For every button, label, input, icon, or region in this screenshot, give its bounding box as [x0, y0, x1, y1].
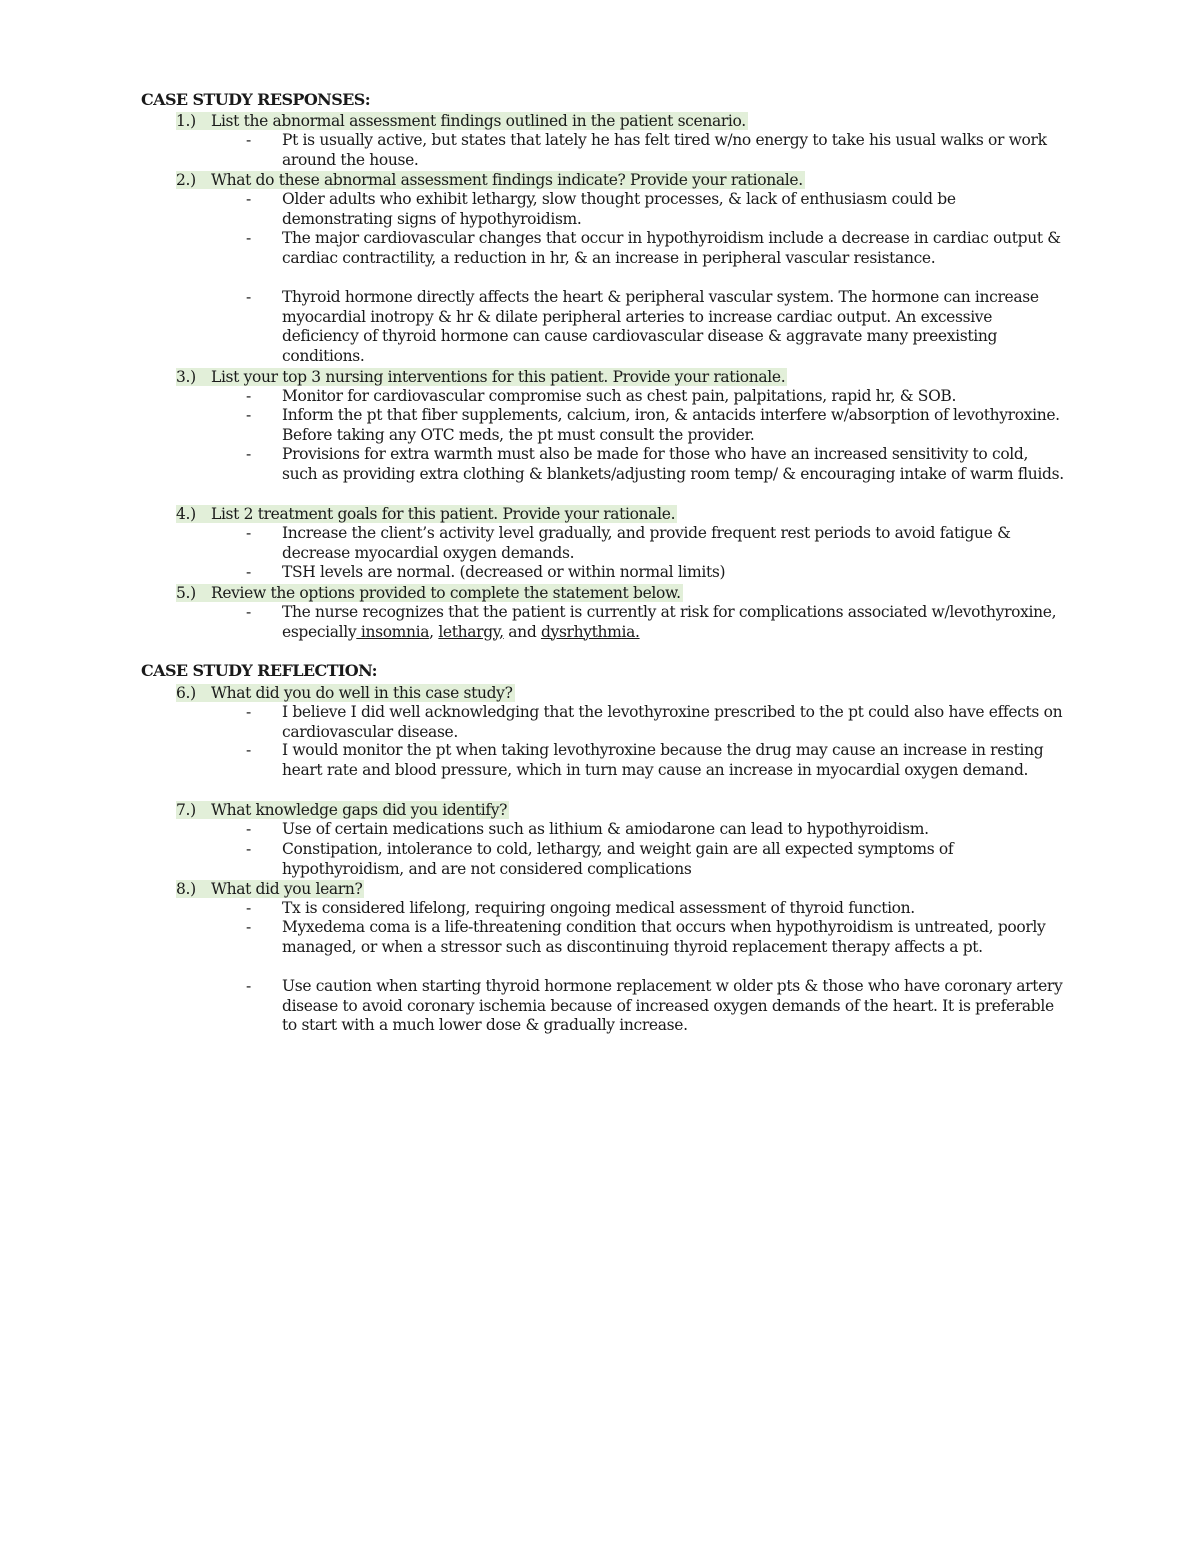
bullet-text: I believe I did well acknowledging that the levothyroxine prescribed to the pt could also have effects on cardiovascular disease.: [282, 703, 1063, 741]
dash-marker: -: [246, 524, 251, 542]
bullet-item: [246, 603, 1066, 642]
bullet-item: [246, 387, 1066, 407]
option-lethargy: lethargy,: [438, 622, 504, 641]
bullet-item: [246, 445, 1066, 484]
bullet-item: [246, 820, 1066, 840]
bullet-item: [246, 131, 1066, 170]
bullet-text: TSH levels are normal. (decreased or within normal limits): [282, 563, 726, 581]
option-dysrhythmia: dysrhythmia.: [540, 622, 640, 641]
question-number: 8.): [176, 880, 196, 898]
statement-prefix: The nurse recognizes that the patient is currently at risk for complications associated w/levothyroxine, especially: [282, 603, 1057, 641]
question-text: List 2 treatment goals for this patient. Provide your rationale.: [211, 505, 676, 523]
question-number: 1.): [176, 112, 196, 130]
question-number: 4.): [176, 505, 196, 523]
question-1: [176, 111, 748, 131]
bullet-item: [246, 899, 1066, 919]
bullet-text: I would monitor the pt when taking levothyroxine because the drug may cause an increase in resting heart rate and blood pressure, which in turn may cause an increase in myocardial oxygen demand.: [282, 741, 1044, 779]
bullet-item: [246, 703, 1066, 742]
question-text: What did you do well in this case study?: [211, 684, 513, 702]
dash-marker: -: [246, 820, 251, 838]
bullet-text: Use caution when starting thyroid hormone replacement w older pts & those who have coronary artery disease to avoid coronary ischemia because of increased oxygen demands of the heart. It is preferable to start with a much lower dose & gradually increase.: [282, 977, 1063, 1035]
dash-marker: -: [246, 977, 251, 995]
question-text: List your top 3 nursing interventions for this patient. Provide your rationale.: [211, 368, 786, 386]
bullet-item: [246, 288, 1066, 366]
question-7: [176, 800, 509, 820]
dash-marker: -: [246, 741, 251, 759]
bullet-item: [246, 918, 1066, 957]
dash-marker: -: [246, 387, 251, 405]
question-number: 2.): [176, 171, 196, 189]
bullet-text: Inform the pt that fiber supplements, calcium, iron, & antacids interfere w/absorption of levothyroxine. Before taking any OTC meds, the pt must consult the provider.: [282, 406, 1060, 444]
dash-marker: -: [246, 229, 251, 247]
dash-marker: -: [246, 840, 251, 858]
dash-marker: -: [246, 131, 251, 149]
bullet-text: Older adults who exhibit lethargy, slow thought processes, & lack of enthusiasm could be demonstrating signs of hypothyroidism.: [282, 190, 956, 228]
bullet-text: Provisions for extra warmth must also be made for those who have an increased sensitivity to cold, such as providing extra clothing & blankets/adjusting room temp/ & encouraging intake of warm fluids.: [282, 445, 1064, 483]
question-8: [176, 879, 364, 899]
bullet-item: [246, 524, 1066, 563]
bullet-item: [246, 741, 1066, 780]
bullet-text: Pt is usually active, but states that lately he has felt tired w/no energy to take his usual walks or work around the house.: [282, 131, 1047, 169]
statement-text: [282, 603, 1066, 642]
question-text: What did you learn?: [211, 880, 363, 898]
bullet-text: Thyroid hormone directly affects the heart & peripheral vascular system. The hormone can increase myocardial inotropy & hr & dilate peripheral arteries to increase cardiac output. An excessive deficiency of thyroid hormone can cause cardiovascular disease & aggravate many preexisting conditions.: [282, 288, 1039, 365]
dash-marker: -: [246, 406, 251, 424]
separator: and: [503, 622, 541, 641]
bullet-text: Constipation, intolerance to cold, lethargy, and weight gain are all expected symptoms of hypothyroidism, and are not considered complications: [282, 840, 954, 878]
question-number: 5.): [176, 584, 196, 602]
bullet-text: Monitor for cardiovascular compromise such as chest pain, palpitations, rapid hr, & SOB.: [282, 387, 957, 405]
question-text: Review the options provided to complete the statement below.: [211, 584, 681, 602]
dash-marker: -: [246, 563, 251, 581]
question-number: 6.): [176, 684, 196, 702]
bullet-text: Increase the client’s activity level gradually, and provide frequent rest periods to avoid fatigue & decrease myocardial oxygen demands.: [282, 524, 1011, 562]
bullet-item: [246, 190, 1066, 229]
bullet-item: [246, 840, 1066, 879]
dash-marker: -: [246, 703, 251, 721]
dash-marker: -: [246, 603, 251, 621]
bullet-text: Use of certain medications such as lithium & amiodarone can lead to hypothyroidism.: [282, 820, 929, 838]
bullet-item: [246, 563, 1066, 583]
bullet-text: The major cardiovascular changes that occur in hypothyroidism include a decrease in cardiac output & cardiac contractility, a reduction in hr, & an increase in peripheral vascular resistance.: [282, 229, 1061, 267]
section-heading-reflection: CASE STUDY REFLECTION:: [141, 661, 377, 680]
question-2: [176, 170, 805, 190]
dash-marker: -: [246, 190, 251, 208]
dash-marker: -: [246, 288, 251, 306]
option-insomnia: insomnia: [356, 622, 430, 641]
bullet-text: Myxedema coma is a life-threatening condition that occurs when hypothyroidism is untreated, poorly managed, or when a stressor such as discontinuing thyroid replacement therapy affects a pt.: [282, 918, 1046, 956]
dash-marker: -: [246, 899, 251, 917]
dash-marker: -: [246, 918, 251, 936]
bullet-item: [246, 229, 1066, 268]
question-3: [176, 367, 787, 387]
question-number: 3.): [176, 368, 196, 386]
question-5: [176, 583, 683, 603]
question-text: What knowledge gaps did you identify?: [211, 801, 508, 819]
separator: ,: [429, 622, 439, 641]
bullet-text: Tx is considered lifelong, requiring ongoing medical assessment of thyroid function.: [282, 899, 915, 917]
question-text: What do these abnormal assessment findings indicate? Provide your rationale.: [211, 171, 803, 189]
bullet-item: [246, 977, 1066, 1036]
dash-marker: -: [246, 445, 251, 463]
question-6: [176, 683, 515, 703]
question-text: List the abnormal assessment findings outlined in the patient scenario.: [211, 112, 746, 130]
bullet-item: [246, 406, 1066, 445]
question-number: 7.): [176, 801, 196, 819]
section-heading-responses: CASE STUDY RESPONSES:: [141, 90, 371, 109]
question-4: [176, 504, 677, 524]
